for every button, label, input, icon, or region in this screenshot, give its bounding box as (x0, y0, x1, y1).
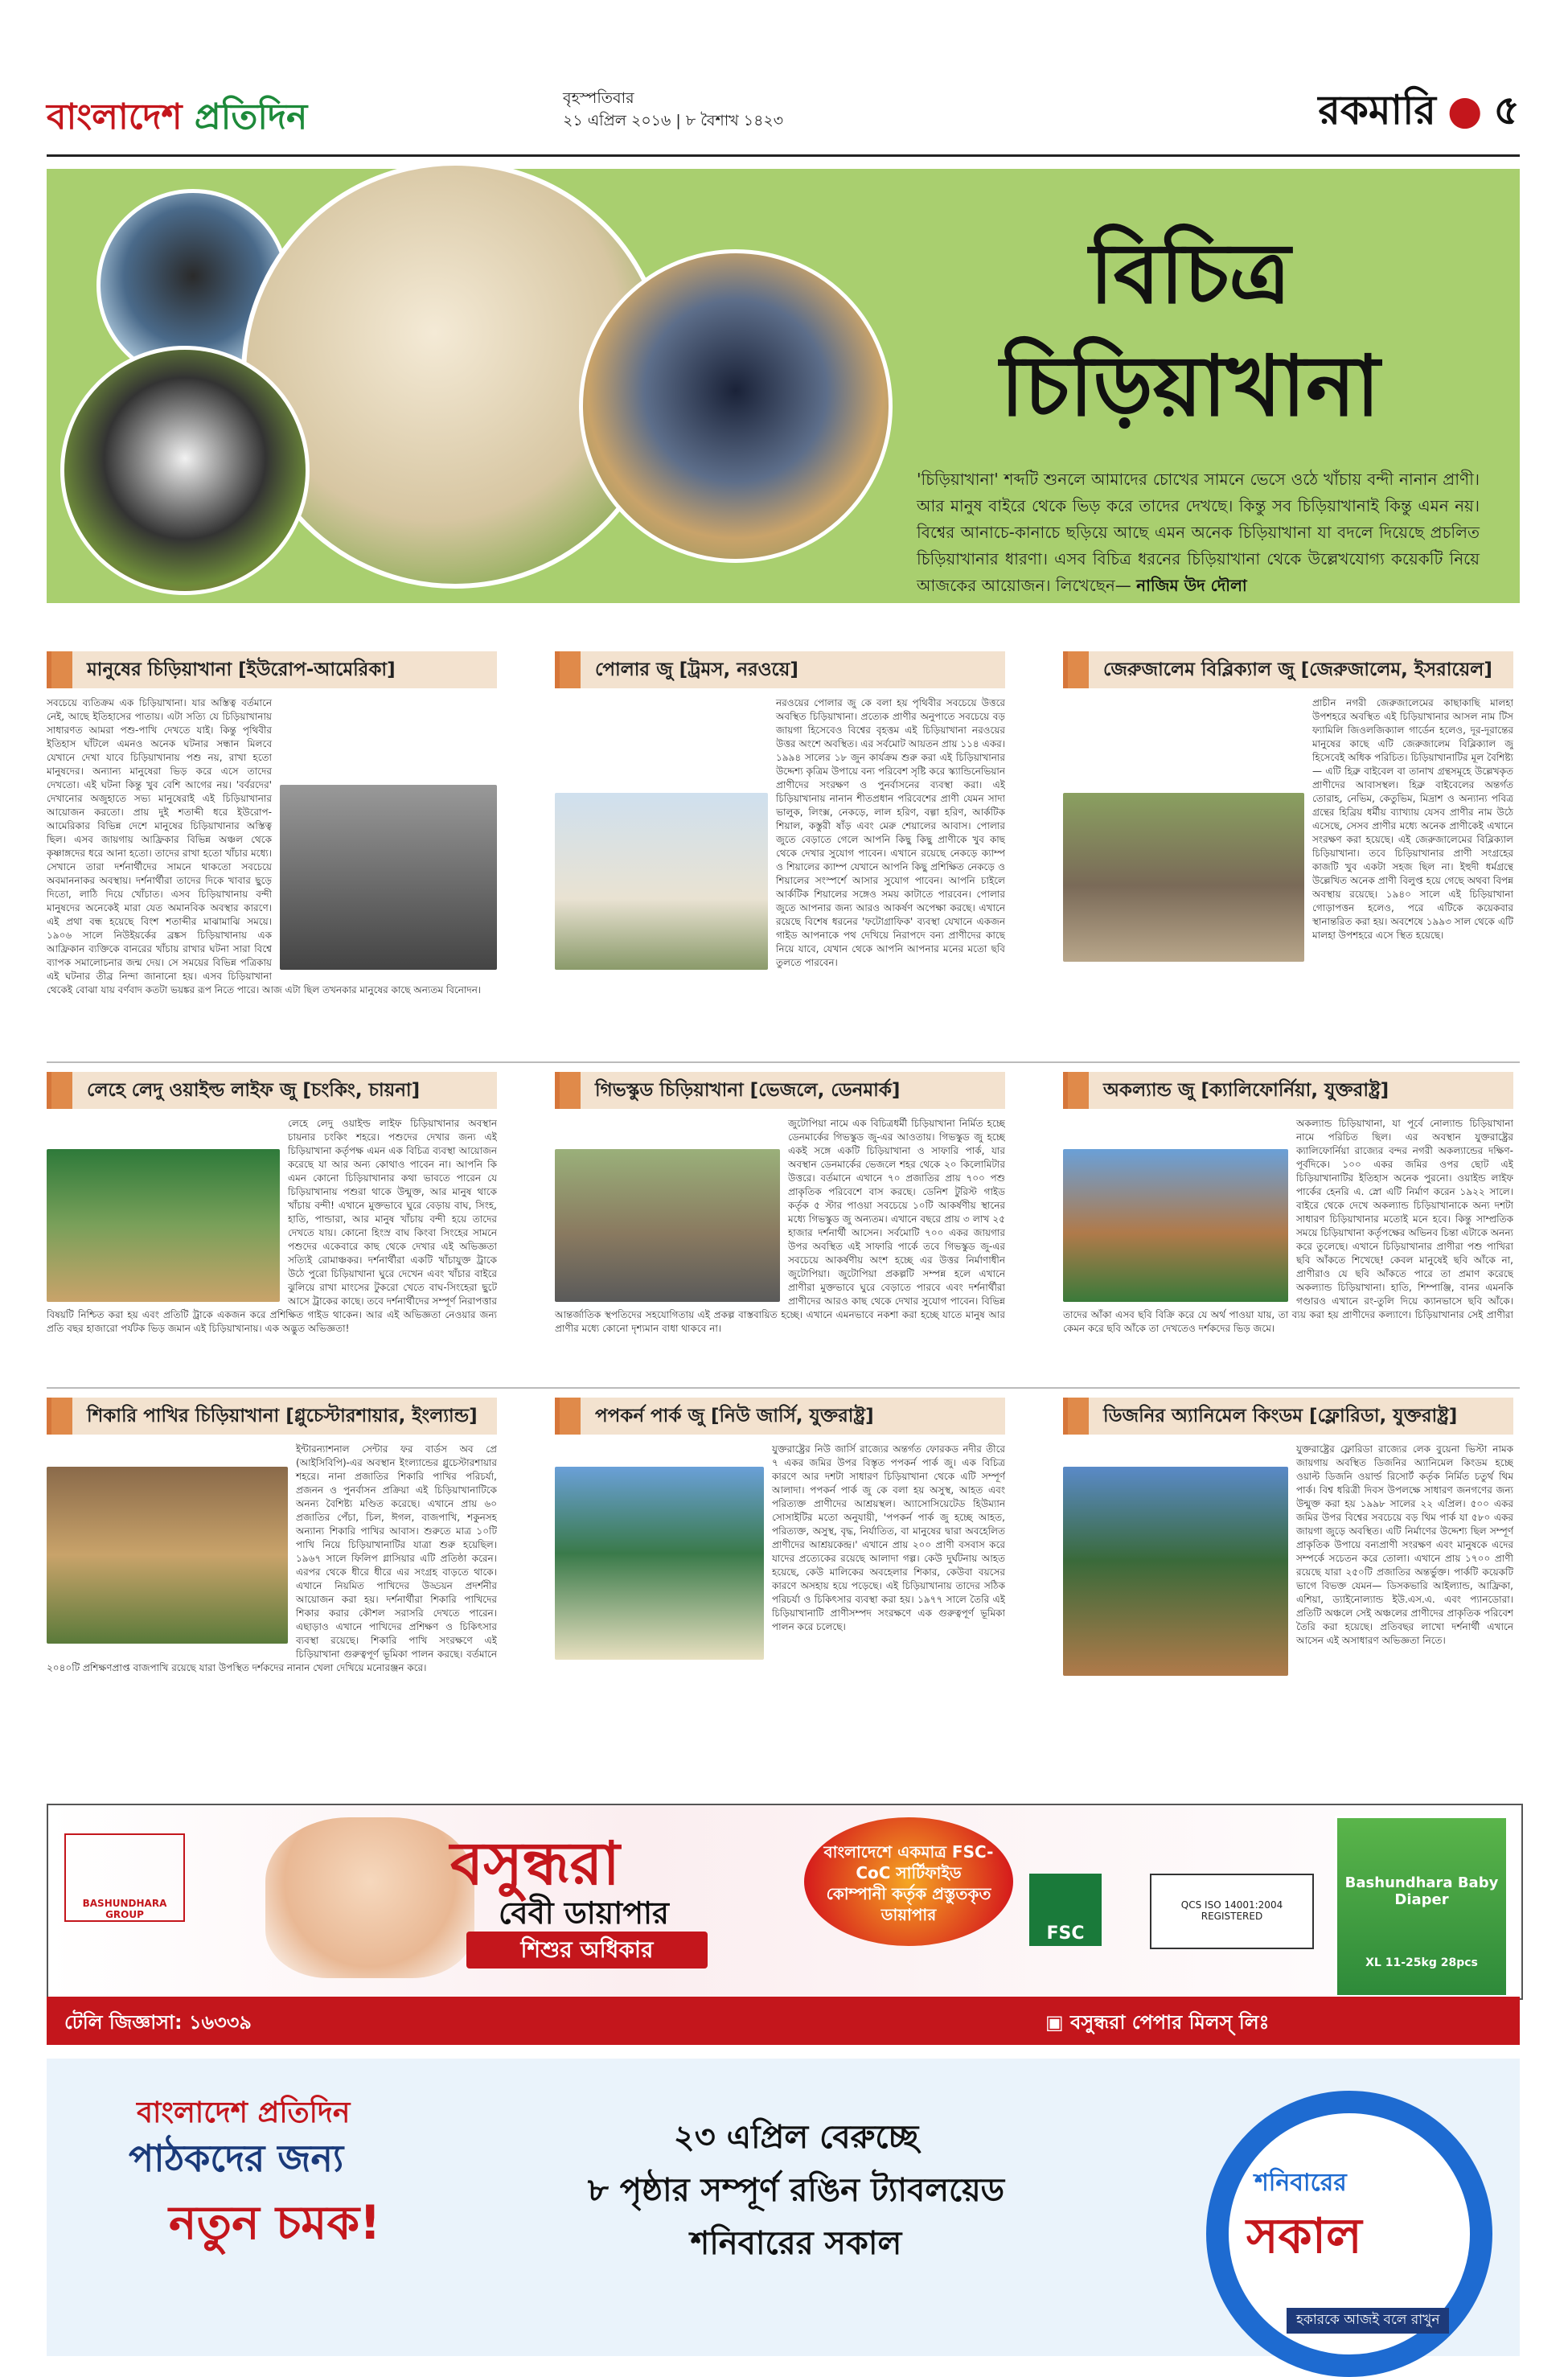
header-ornament (1068, 1398, 1089, 1435)
article-text: লেহে লেদু ওয়াইল্ড লাইফ চিড়িয়াখানার অবস্থান চায়নার চংকিং শহরে। পশুদের দেখার জন্য এই চিড়িয়াখানা কর্তৃপক্ষ এমন এক বিচিত্র ব্যবস্থা আয়োজন করেছে যা আর অন্য কোথাও পাবেন না। আপনি কি এমন কোনো চিড়িয়াখানার কথা ভাবতে পারেন যে চিড়িয়াখানায় পশুরা থাকে উন্মুক্ত, আর মানুষ থাকে খাঁচায় বন্দী! এখানে মুক্তভাবে ঘুরে বেড়ায় বাঘ, সিংহ, হাতি, পান্ডারা, আর মানুষ খাঁচায় বন্দী হয়ে তাদের দেখতে যায়। কোনো হিংস্র বাঘ কিংবা সিংহের সামনে পশুদের একেবারে কাছ থেকে দেখার এই অভিজ্ঞতা সত্যিই রোমাঞ্চকর। দর্শনার্থীরা একটি খাঁচাযুক্ত ট্রাকে উঠে পুরো চিড়িয়াখানা ঘুরে দেখেন এবং খাঁচার বাইরে ঝুলিয়ে রাখা মাংসের টুকরো খেতে বাঘ-সিংহেরা ছুটে আসে ট্রাকের কাছে। তবে দর্শনার্থীদের সম্পূর্ণ নিরাপত্তার বিষয়টি নিশ্চিত করা হয় এবং প্রতিটি ট্রাকে একজন করে প্রশিক্ষিত গাইড থাকেন। আর এই অভিজ্ঞতা নেওয়ার জন্য প্রতি বছর হাজারো পর্যটক ভিড় জমান এই চিড়িয়াখানায়। এক অদ্ভুত অভিজ্ঞতা! (47, 1118, 497, 1334)
baby-photo (265, 1817, 474, 1978)
article-photo (555, 1149, 780, 1302)
article-text: যুক্তরাষ্ট্রের নিউ জার্সি রাজ্যের অন্তর্গত ফোরকড নদীর তীরে ৭ একর জমির উপর বিস্তৃত পপকর্ন পার্ক জু। এক বিচিত্র কারণে আর দশটা সাধারণ চিড়িয়াখানা থেকে এটি সম্পূর্ণ আলাদা। পপকর্ন পার্ক জু কে বলা হয় অসুস্থ, আহত এবং পরিত্যক্ত প্রাণীদের আশ্রয়স্থল। অ্যাসোসিয়েটেড হিউম্যান সোসাইটির মতো অনুযায়ী, 'পপকর্ন পার্ক জু হচ্ছে আহত, পরিত্যক্ত, অসুস্থ, বৃদ্ধ, নির্যাতিত, বা মানুষের দ্বারা অবহেলিত প্রাণীদের আশ্রয়কেন্দ্র।' এখানে প্রায় ২০০ প্রাণী বসবাস করে যাদের প্রত্যেকের রয়েছে আলাদা গল্প। কেউ দুর্ঘটনায় আহত হয়েছে, কেউ মালিকের অবহেলার শিকার, কেউবা বয়সের কারণে অসহায় হয়ে পড়েছে। এই চিড়িয়াখানায় তাদের সঠিক পরিচর্যা ও চিকিৎসার ব্যবস্থা করা হয়। ১৯৭৭ সালে তৈরি এই চিড়িয়াখানাটি প্রাণীসম্পদ সংরক্ষণে এক গুরুত্বপূর্ণ ভূমিকা পালন করে চলেছে। (772, 1443, 1005, 1632)
article-photo (47, 1467, 288, 1644)
article-photo (1063, 1149, 1288, 1302)
article-title: শিকারি পাখির চিড়িয়াখানা [গ্লুচেস্টারশায়ার, ইংল্যান্ড] (87, 1405, 478, 1427)
bashundhara-group-logo: BASHUNDHARA GROUP (64, 1833, 185, 1922)
promo-logo: বাংলাদেশ প্রতিদিন (137, 2096, 351, 2129)
article-text: যুক্তরাষ্ট্রের ফ্লোরিডা রাজ্যের লেক বুয়েনা ভিস্টা নামক জায়গায় অবস্থিত ডিজনির অ্যানিমেল কিংডম হচ্ছে ওয়াল্ট ডিজনি ওয়ার্ল্ড রিসোর্ট কর্তৃক নির্মিত চতুর্থ থিম পার্ক। বিশ্ব ধরিত্রী দিবস উপলক্ষে সাধারণ জনগণের জন্য উন্মুক্ত করা হয় ১৯৯৮ সালের ২২ এপ্রিল। ৫০০ একর জমির উপর বিশ্বের সবচেয়ে বড় থিম পার্ক যা ৫৮০ একর জায়গা জুড়ে অবস্থিত। এটি নির্মাণের উদ্দেশ্য ছিল সম্পূর্ণ প্রাকৃতিক উপায়ে বন্যপ্রাণী সংরক্ষণ এবং মানুষকে এদের সম্পর্কে সচেতন করে তোলা। এখানে প্রায় ১৭০০ প্রাণী রয়েছে যারা ২৫০টি প্রজাতির অন্তর্ভুক্ত। পার্কটি কয়েকটি ভাগে বিভক্ত যেমন— ডিসকভারি আইল্যান্ড, আফ্রিকা, এশিয়া, ড্যাইনোল্যান্ড ইউ.এস.এ. এবং প্যানডোরা। প্রতিটি অঞ্চলে সেই অঞ্চলের প্রাণীদের প্রাকৃতিক পরিবেশ তৈরি করা হয়েছে। প্রতিবছর লাখো দর্শনার্থী এখানে আসেন এই অসাধারণ অভিজ্ঞতা নিতে। (1296, 1443, 1513, 1646)
page-number: ৫ (1493, 87, 1520, 133)
ad-company: ▣ বসুন্ধরা পেপার মিলস্ লিঃ (1045, 2011, 1270, 2034)
header-ornament (51, 1072, 72, 1109)
promo-headline: ২৩ এপ্রিল বেরুচ্ছে ৮ পৃষ্ঠার সম্পূর্ণ রঙিন ট্যাবলয়েড শনিবারের সকাল (587, 2119, 1005, 2262)
header-ornament (51, 1398, 72, 1435)
article-title: পোলার জু [ট্রমস, নরওয়ে] (595, 659, 798, 680)
car-lion-photo (579, 249, 893, 563)
article-title: লেহে লেদু ওয়াইল্ড লাইফ জু [চংকিং, চায়না] (87, 1079, 421, 1101)
article-text: ইন্টারন্যাশনাল সেন্টার ফর বার্ডস অব প্রে (আইসিবিপি)-এর অবস্থান ইংল্যান্ডের গ্লুচেস্টারশায়ার শহরে। নানা প্রজাতির শিকারি পাখির পরিচর্যা, প্রজনন ও পুনর্বাসন প্রক্রিয়া এই চিড়িয়াখানাটিকে অনন্য বৈশিষ্ট্য মণ্ডিত করেছে। এখানে প্রায় ৬০ প্রজাতির পেঁচা, চিল, ঈগল, বাজপাখি, শকুনসহ অন্যান্য শিকারি পাখির আবাস। শুরুতে মাত্র ১০টি পাখি নিয়ে চিড়িয়াখানাটির যাত্রা শুরু হয়েছিল। ১৯৬৭ সালে ফিলিপ গ্লাসিয়ার এটি প্রতিষ্ঠা করেন। এরপর থেকে ধীরে ধীরে এর সংগ্রহ বাড়তে থাকে। এখানে নিয়মিত পাখিদের উড্ডয়ন প্রদর্শনীর আয়োজন করা হয়। দর্শনার্থীরা শিকারি পাখিদের শিকার করার কৌশল সরাসরি দেখতে পারেন। এছাড়াও এখানে পাখিদের প্রশিক্ষণ ও চিকিৎসার ব্যবস্থা রয়েছে। শিকারি পাখি সংরক্ষণে এই চিড়িয়াখানা গুরুত্বপূর্ণ ভূমিকা পালন করছে। বর্তমানে ২০৪০টি প্রশিক্ষণপ্রাপ্ত বাজপাখি রয়েছে যারা উপস্থিত দর্শকদের নানান খেলা দেখিয়ে মনোরঞ্জন করে। (47, 1443, 497, 1673)
article-text: নরওয়ের পোলার জু কে বলা হয় পৃথিবীর সবচেয়ে উত্তরে অবস্থিত চিড়িয়াখানা। প্রত্যেক প্রাণীর অনুপাতে সবচেয়ে বড় জায়গা হিসেবেও বিশ্বের বৃহত্তম এই চিড়িয়াখানা নরওয়ের উত্তর অংশে অবস্থিত। এর সর্বমোট আয়তন প্রায় ১১৪ একর। ১৯৯৪ সালের ১৮ জুন কার্যক্রম শুরু করা এই চিড়িয়াখানার উদ্দেশ্য কৃত্রিম উপায়ে বন্য পরিবেশ সৃষ্টি করে স্ক্যান্ডিনেভিয়ান প্রাণীদের সংরক্ষণ ও পুনর্বাসনের ব্যবস্থা করা। এই চিড়িয়াখানায় নানান শীতপ্রধান পরিবেশের প্রাণী যেমন সাদা ভালুক, লিংক্স, নেকড়ে, লাল হরিণ, বল্গা হরিণ, আর্কটিক শিয়াল, কস্তুরী ষাঁড় এবং মেরু শেয়ালের আবাস। পোলার জুতে বেড়াতে গেলে আপনি কিছু কিছু প্রাণীকে খুব কাছ থেকে দেখার সুযোগ পাবেন। এখানে রয়েছে নেকড়ে ক্যাম্প ও শিয়ালের ক্যাম্প যেখানে আপনি কিছু প্রশিক্ষিত নেকড়ে ও শিয়ালের সংস্পর্শে আসার সুযোগ পাবেন। আপনি চাইলে আর্কটিক শিয়ালের সঙ্গেও সময় কাটাতে পারবেন। পোলার জুতে আপনার জন্য আরও আকর্ষণ অপেক্ষা করছে। এখানে রয়েছে বিশেষ ধরনের 'ফটোগ্রাফিক' ব্যবস্থা যেখানে একজন গাইড আপনাকে পথ দেখিয়ে নিরাপদে বন্য প্রাণীদের কাছে নিয়ে যাবে, যেখান থেকে আপনি আপনার মনের মতো ছবি তুলতে পারবেন। (776, 697, 1005, 968)
header-ornament (1068, 651, 1089, 688)
header-ornament (560, 1072, 581, 1109)
article-photo (280, 785, 497, 970)
article-photo (555, 793, 768, 970)
article-text: অকল্যান্ড চিড়িয়াখানা, যা পূর্বে নোল্যান্ড চিড়িয়াখানা নামে পরিচিত ছিল। এর অবস্থান যুক্তরাষ্ট্রের ক্যালিফোর্নিয়া রাজ্যের বন্দর নগরী অকল্যান্ডের দক্ষিণ-পূর্বদিকে। ১০০ একর জমির ওপর ছোট এই চিড়িয়াখানাটির ইতিহাস অনেক পুরনো। ওয়াইন্ড লাইফ পার্কের হেনরি এ. স্নো এটি নির্মাণ করেন ১৯২২ সালে। বাইরে থেকে দেখে অকল্যান্ড চিড়িয়াখানাকে অন্য দশটা সাধারণ চিড়িয়াখানার মতোই মনে হবে। কিন্তু সাম্প্রতিক সময়ে চিড়িয়াখানা কর্তৃপক্ষের অভিনব চিন্তা এটাকে অনন্য করে তুলেছে। এখানে চিড়িয়াখানার প্রাণীরা পশু পাখিরা ছবি আঁকতে শিখেছে! কেবল মানুষেই ছবি আঁকে না, প্রাণীরাও যে ছবি আঁকতে পারে তা প্রমাণ করেছে অকল্যান্ড চিড়িয়াখানা। হাতি, শিম্পাঞ্জি, বানর এমনকি গণ্ডারও এখানে রং-তুলি দিয়ে ক্যানভাসে ছবি আঁকে। তাদের আঁকা এসব ছবি বিক্রি করে যে অর্থ পাওয়া যায়, তা ব্যয় করা হয় প্রাণীদের কল্যাণে। চিড়িয়াখানার সেই প্রাণীরা কেমন করে ছবি আঁকে তা দেখতেও দর্শকদের ভিড় জমে। (1063, 1118, 1513, 1334)
sokal-badge-small: শনিবারের (1254, 2169, 1347, 2197)
header-ornament (51, 651, 72, 688)
dateline (563, 87, 783, 132)
article-animal-kingdom (1063, 1398, 1513, 1796)
promo-line2: নতুন চমক! (169, 2195, 381, 2250)
header-ornament (560, 651, 581, 688)
author-name: নাজিম উদ দৌলা (1136, 576, 1247, 595)
article-title: মানুষের চিড়িয়াখানা [ইউরোপ-আমেরিকা] (87, 659, 396, 680)
date: ২১ এপ্রিল ২০১৬ | ৮ বৈশাখ ১৪২৩ (563, 112, 784, 129)
ad-brand: বসুন্ধরা (450, 1829, 620, 1899)
bullet-icon: ● (1447, 87, 1483, 133)
article-title: ডিজনির অ্যানিমেল কিংডম [ফ্লোরিডা, যুক্তরাষ্ট্র] (1103, 1405, 1458, 1427)
article-oakland-zoo (1063, 1072, 1513, 1382)
article-text: জুটোপিয়া নামে এক বিচিত্রধর্মী চিড়িয়াখানা নির্মিত হচ্ছে ডেনমার্কের গিভস্কুড জু-এর আওতায়। গিভস্কুড জু হচ্ছে একই সঙ্গে একটি চিড়িয়াখানা ও সাফারি পার্ক, যার অবস্থান ডেনমার্কের ভেজলে শহর থেকে ২০ কিলোমিটার উত্তরে। বর্তমানে এখানে ৭০ প্রজাতির প্রায় ৭০০ পশু প্রাকৃতিক পরিবেশে বাস করছে। ডেনিশ টুরিস্ট গাইড কর্তৃক ৫ স্টার পাওয়া সবচেয়ে ১০টি আকর্ষণীয় স্থানের মধ্যে গিভস্কুড জু অন্যতম। এখানে বছরে প্রায় ৩ লাখ ২৫ হাজার দর্শনার্থী আসেন। সর্বমোটি ৭০০ একর জায়গার উপর অবস্থিত এই সাফারি পার্কে তবে গিভস্কুড জু-এর সবচেয়ে আকর্ষণীয় অংশ হচ্ছে এর উত্তর নির্মাণাধীন জুটোপিয়া। জুটোপিয়া প্রকল্পটি সম্পন্ন হলে এখানে প্রাণীরা মুক্তভাবে ঘুরে বেড়াতে পারবে এবং দর্শনার্থীরা প্রাণীদের আরও কাছ থেকে দেখার সুযোগ পাবেন। বিভিন্ন আন্তর্জাতিক স্থপতিদের সহযোগিতায় এই প্রকল্প বাস্তবায়িত হচ্ছে। এখানে এমনভাবে নকশা করা হচ্ছে যাতে মানুষ আর প্রাণীর মধ্যে কোনো দৃশ্যমান বাধা থাকবে না। (555, 1118, 1005, 1334)
ad-product: বেবী ডায়াপার (499, 1895, 669, 1931)
sokal-badge-big: সকাল (1246, 2208, 1362, 2264)
fsc-tree-icon: FSC (1029, 1874, 1102, 1946)
article-photo (47, 1149, 280, 1302)
promo-line1: পাঠকদের জন্য (129, 2137, 344, 2180)
fsc-certified-badge: বাংলাদেশে একমাত্র FSC-CoC সার্টিফাইড কোম্পানী কর্তৃক প্রস্তুতকৃত ডায়াপার (804, 1817, 1013, 1946)
article-photo (1063, 1467, 1288, 1676)
ad-footer-strip (47, 1997, 1520, 2045)
article-title: গিভস্কুড চিড়িয়াখানা [ভেজলে, ডেনমার্ক] (595, 1079, 901, 1101)
article-givskud-zoo (555, 1072, 1005, 1382)
article-text: প্রাচীন নগরী জেরুজালেমের কাছাকাছি মালহা উপশহরে অবস্থিত এই চিড়িয়াখানার আসল নাম টিস ফ্যামিলি জিওলজিক্যাল গার্ডেন হলেও, দূর-দূরান্তের মানুষের কাছে এটি জেরুজালেম বিব্লিক্যাল জু হিসেবেই অধিক পরিচিত। চিড়িয়াখানাটির মূল বৈশিষ্ট্য— এটি হিব্রু বাইবেল বা তানাখ গ্রন্থসমূহে উল্লেখকৃত প্রাণীদের আবাসস্থল। হিব্রু বাইবেলের অন্তর্গত তোরাহ, নেভিম, কেতুভিম, মিদ্রাশ ও অন্যান্য পবিত্র গ্রন্থের হিব্রিয় ধর্মীয় ব্যাখ্যায় যেসব প্রাণীর নাম উঠে এসেছে, সেসব প্রাণীর মধ্যে অনেক প্রাণীকেই এখানে সংরক্ষণ করা হয়েছে। এই জেরুজালেমের বিব্লিক্যাল চিড়িয়াখানা। তবে চিড়িয়াখানার প্রাণী সংগ্রহের কাজটি খুব একটা সহজ ছিল না। ইহুদী ধর্মগ্রন্থে উল্লেখিত অনেক প্রাণী বিলুপ্ত হয়ে গেছে অথবা বিপন্ন অবস্থায় রয়েছে। ১৯৪০ সালে এই চিড়িয়াখানা গোড়াপত্তন হলেও, পরে এটিকে কয়েকবার স্থানান্তরিত করা হয়। অবশেষে ১৯৯৩ সাল থেকে এটি মালহা উপশহরে এসে স্থিত হয়েছে। (1312, 697, 1513, 941)
article-birds-of-prey (47, 1398, 497, 1796)
section-name: রকমারি ● ৫ (1318, 87, 1520, 133)
day: বৃহস্পতিবার (563, 89, 634, 107)
article-popcorn-park (555, 1398, 1005, 1796)
article-photo (1063, 793, 1304, 962)
panda-photo (60, 346, 310, 595)
newspaper-logo: বাংলাদেশ প্রতিদিন (47, 96, 308, 138)
article-title: পপকর্ন পার্ক জু [নিউ জার্সি, যুক্তরাষ্ট্র] (595, 1405, 874, 1427)
feature-title: বিচিত্র চিড়িয়াখানা (1000, 224, 1380, 435)
article-photo (555, 1467, 764, 1660)
row-divider (47, 1387, 1520, 1389)
header-ornament (560, 1398, 581, 1435)
diaper-pack-photo: Bashundhara Baby Diaper XL 11-25kg 28pcs (1335, 1816, 1508, 1997)
header-ornament (1068, 1072, 1089, 1109)
masthead-rule (47, 154, 1520, 157)
article-text: সবচেয়ে ব্যতিক্রম এক চিড়িয়াখানা। যার অস্তিত্ব বর্তমানে নেই, আছে ইতিহাসের পাতায়। এটা সত্যি যে চিড়িয়াখানায় সাধারণত আমরা পশু-পাখি দেখতে যাই। কিন্তু পৃথিবীর ইতিহাস ঘাঁটলে এমনও অনেক ঘটনার সন্ধান মিলবে যেখানে দেখা যাবে চিড়িয়াখানায় পশু নয়, রাখা হতো মানুষদের। অন্যান্য মানুষেরা ভিড় করে এসে তাদের দেখতো। এই ঘটনা কিন্তু খুব বেশি আগের নয়। 'বর্বরদের' দেখানোর অজুহাতে সভ্য মানুষেরাই এই চিড়িয়াখানার আয়োজন করতো। প্রায় দুই শতাব্দী ধরে ইউরোপ-আমেরিকার বিভিন্ন দেশে মানুষের চিড়িয়াখানার অস্তিত্ব ছিল। এসব জায়গায় আফ্রিকার বিভিন্ন অঞ্চল থেকে কৃষ্ণাঙ্গদের ধরে আনা হতো। তাদের রাখা হতো খাঁচার মধ্যে। সেখানে তারা দর্শনার্থীদের সামনে থাকতো সবচেয়ে অবমাননাকর অবস্থায়। দর্শনার্থীরা তাদের দিকে খাবার ছুড়ে দিতো, লাঠি দিয়ে খোঁচাত। এসব চিড়িয়াখানায় বন্দী মানুষদের অনেকেই মারা যেত অমানবিক অবস্থার কারণে। এই প্রথা বন্ধ হয়েছে বিংশ শতাব্দীর মাঝামাঝি সময়ে। ১৯০৬ সালে নিউইয়র্কের ব্রঙ্কস চিড়িয়াখানায় এক আফ্রিকান ব্যক্তিকে বানরের খাঁচায় রাখার ঘটনা সারা বিশ্বে ব্যাপক সমালোচনার জন্ম দেয়। সে সময়ের বিভিন্ন পত্রিকায় এই ঘটনার তীব্র নিন্দা জানানো হয়। এসব চিড়িয়াখানা থেকেই বোঝা যায় বর্ণবাদ কতটা ভয়ঙ্কর রূপ নিতে পারে। আজ এটা ছিল তখনকার মানুষের কাছে অন্যতম বিনোদন। (47, 697, 482, 996)
article-title: অকল্যান্ড জু [ক্যালিফোর্নিয়া, যুক্তরাষ্ট্র] (1103, 1079, 1389, 1101)
iso-certificate-logo: QCS ISO 14001:2004 REGISTERED (1150, 1874, 1314, 1949)
feature-intro: 'চিড়িয়াখানা' শব্দটি শুনলে আমাদের চোখের সামনে ভেসে ওঠে খাঁচায় বন্দী নানান প্রাণী। আর মানুষ বাইরে থেকে ভিড় করে তাদের দেখছে। কিন্তু সব চিড়িয়াখানাই কিন্তু এমন নয়। বিশ্বের আনাচে-কানাচে ছড়িয়ে আছে এমন অনেক চিড়িয়াখানা যা বদলে দিয়েছে প্রচলিত চিড়িয়াখানার ধারণা। এসব বিচিত্র ধরনের চিড়িয়াখানা থেকে উল্লেখযোগ্য কয়েকটি নিয়ে আজকের আয়োজন। লিখেছেন— নাজিম উদ দৌলা (917, 470, 1480, 595)
sokal-badge-footer: হকারকে আজই বলে রাখুন (1287, 2308, 1449, 2334)
ad-tagline: শিশুর অধিকার (466, 1932, 708, 1969)
paper-mill-icon: ▣ (1045, 2011, 1071, 2034)
article-title: জেরুজালেম বিব্লিক্যাল জু [জেরুজালেম, ইসরায়েল] (1103, 659, 1492, 680)
row-divider (47, 1061, 1520, 1063)
article-lehe-ledu-zoo (47, 1072, 497, 1382)
ad-contact: টেলি জিজ্ঞাসা: ১৬৩৩৯ (64, 2011, 252, 2034)
